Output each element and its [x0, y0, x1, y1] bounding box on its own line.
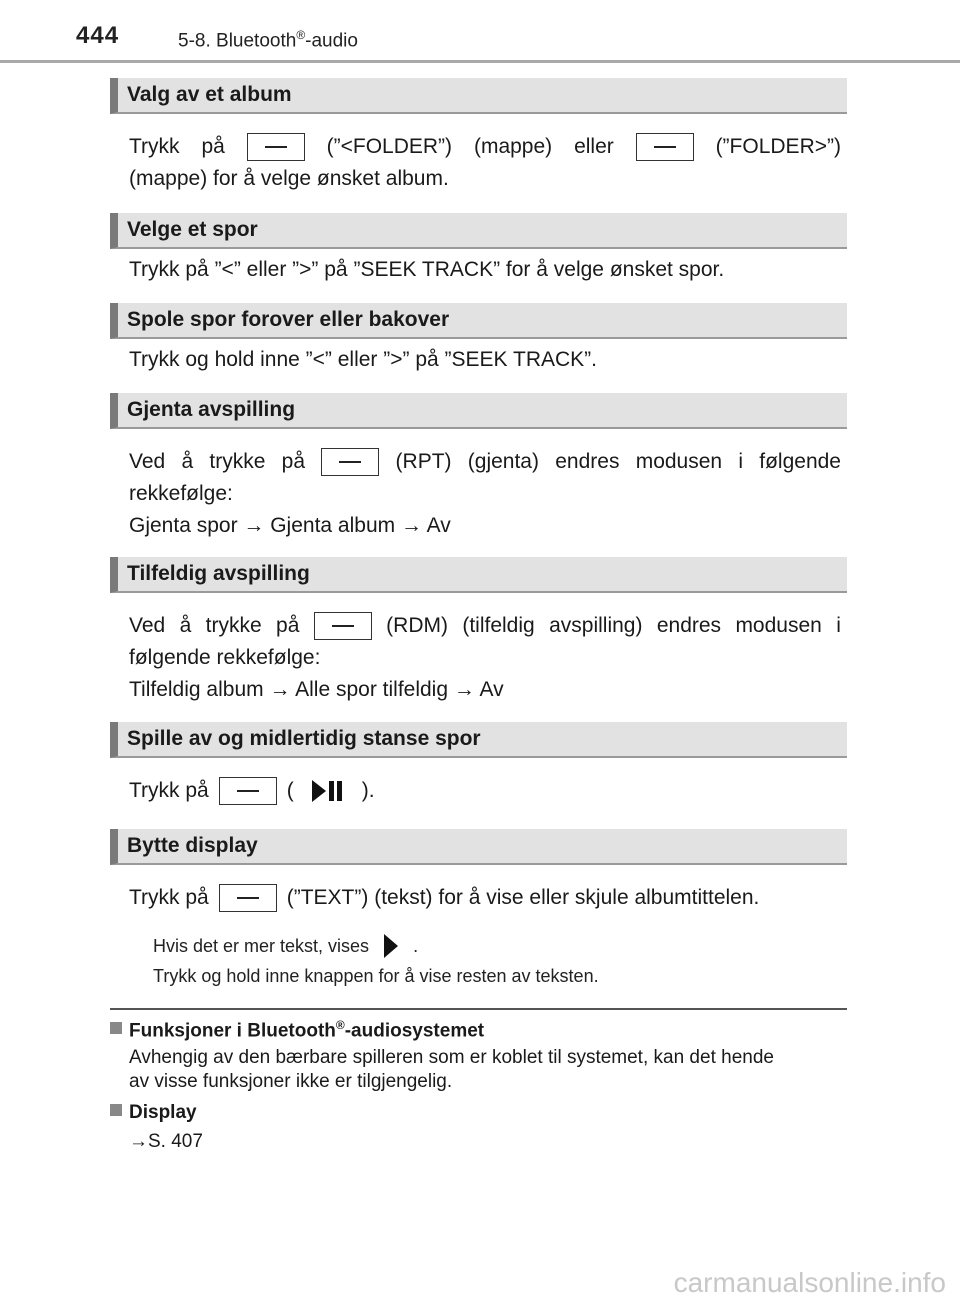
bullet-square-icon [110, 1022, 122, 1034]
heading-bytte-display: Bytte display [110, 829, 847, 865]
track-paragraph: Trykk på ”<” eller ”>” på ”SEEK TRACK” for å velge ønsket spor. [129, 258, 725, 281]
rpt-button-icon [321, 448, 379, 476]
repeat-paragraph: Ved å trykke på (RPT) (gjenta) endres modusen i følgende rekkefølge: Gjenta spor → Gjenta album → Av [129, 450, 841, 537]
page-number: 444 [76, 22, 120, 49]
heading-tilfeldig: Tilfeldig avspilling [110, 557, 847, 593]
rdm-button-icon [314, 612, 372, 640]
section-divider [110, 1008, 847, 1010]
album-paragraph: Trykk på (”<FOLDER”) (mappe) eller (”FOLDER>”) (mappe) for å velge ønsket album. [129, 135, 841, 190]
page-header [0, 0, 960, 62]
watermark: carmanualsonline.info [673, 1267, 946, 1298]
heading-gjenta: Gjenta avspilling [110, 393, 847, 429]
bullet-title-display: Display [110, 1102, 197, 1124]
header-divider [0, 60, 960, 63]
heading-valg-album: Valg av et album [110, 78, 847, 114]
display-paragraph: Trykk på (”TEXT”) (tekst) for å vise eller skjule albumtittelen. [129, 882, 841, 914]
more-text-arrow-icon [380, 932, 402, 960]
text-button-icon [219, 884, 277, 912]
heading-spille-av: Spille av og midlertidig stanse spor [110, 722, 847, 758]
seek-paragraph: Trykk og hold inne ”<” eller ”>” på ”SEEK TRACK”. [129, 348, 597, 371]
folder-next-button-icon [636, 133, 694, 161]
play-button-icon [219, 777, 277, 805]
bullet-body-display: →S. 407 [129, 1131, 203, 1152]
heading-spole-spor: Spole spor forover eller bakover [110, 303, 847, 339]
heading-velge-spor: Velge et spor [110, 213, 847, 249]
display-note-1: Hvis det er mer tekst, vises . [153, 932, 418, 960]
bullet-title-funksjoner: Funksjoner i Bluetooth®-audiosystemet [110, 1018, 484, 1042]
play-paragraph: Trykk på ( ). [129, 775, 841, 807]
section-title: 5-8. Bluetooth®-audio [178, 28, 358, 52]
bullet-body-funksjoner: Avhengig av den bærbare spilleren som er koblet til systemet, kan det hende av visse funksjoner ikke er tilgjengelig. [129, 1047, 774, 1092]
bullet-square-icon [110, 1104, 122, 1116]
random-paragraph: Ved å trykke på (RDM) (tilfeldig avspilling) endres modusen i følgende rekkefølge: Tilfeldig album → Alle spor tilfeldig → Av [129, 614, 841, 701]
play-pause-icon [310, 778, 346, 804]
folder-prev-button-icon [247, 133, 305, 161]
display-note-2: Trykk og hold inne knappen for å vise resten av teksten. [153, 966, 599, 986]
